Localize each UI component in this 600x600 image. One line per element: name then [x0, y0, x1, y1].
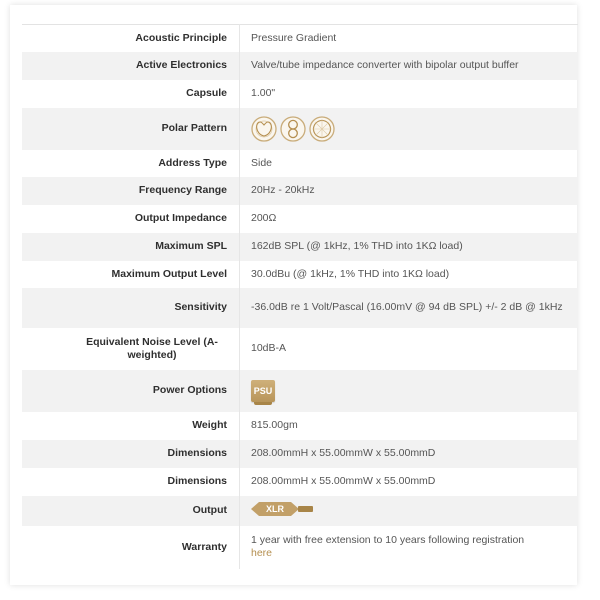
spec-label: Capsule	[22, 80, 240, 108]
spec-value: Pressure Gradient	[251, 31, 337, 44]
spec-row-weight	[22, 412, 578, 440]
spec-panel	[10, 5, 577, 585]
spec-label: Output	[22, 496, 240, 526]
spec-value	[240, 526, 579, 569]
spec-label: Output Impedance	[22, 205, 240, 233]
spec-row-warranty	[22, 526, 578, 569]
spec-value	[240, 370, 579, 412]
spec-label: Weight	[22, 412, 240, 440]
spec-label: Warranty	[22, 526, 240, 569]
spec-row-sensitivity	[22, 288, 578, 328]
spec-row-equivalent-noise-level	[22, 328, 578, 370]
spec-label: Acoustic Principle	[22, 25, 240, 52]
spec-row-frequency-range	[22, 177, 578, 205]
spec-label: Active Electronics	[22, 52, 240, 80]
spec-value	[240, 496, 579, 526]
spec-value: Side	[251, 156, 273, 169]
spec-label: Maximum SPL	[22, 233, 240, 261]
spec-value	[240, 108, 579, 150]
spec-value: 208.00mmH x 55.00mmW x 55.00mmD	[251, 475, 436, 487]
spec-label-text: Equivalent Noise Level (A-weighted)	[86, 335, 218, 361]
spec-value: 208.00mmH x 55.00mmW x 55.00mmD	[240, 440, 579, 468]
spec-label	[22, 328, 240, 370]
cardioid-pattern-icon	[251, 116, 277, 142]
spec-row-capsule	[22, 80, 578, 108]
spec-label: Maximum Output Level	[22, 261, 240, 288]
spec-label: Address Type	[22, 150, 240, 177]
spec-row-acoustic-principle	[22, 25, 578, 52]
spec-value: 162dB SPL (@ 1kHz, 1% THD into 1KΩ load)	[240, 233, 579, 261]
figure-eight-pattern-icon	[280, 116, 306, 142]
spec-value: Valve/tube impedance converter with bipolar output buffer	[240, 52, 579, 80]
spec-value: 30.0dBu (@ 1kHz, 1% THD into 1KΩ load)	[251, 267, 450, 280]
omni-pattern-icon	[309, 116, 335, 142]
spec-label: Power Options	[22, 370, 240, 412]
spec-value: 815.00gm	[251, 419, 298, 431]
spec-row-active-electronics	[22, 52, 578, 80]
spec-row-polar-pattern	[22, 108, 578, 150]
spec-value: -36.0dB re 1 Volt/Pascal (16.00mV @ 94 dB SPL) +/- 2 dB @ 1kHz	[240, 288, 579, 328]
spec-table	[22, 24, 578, 569]
spec-label: Polar Pattern	[22, 108, 240, 150]
xlr-connector-icon	[251, 501, 313, 517]
spec-label: Sensitivity	[22, 288, 240, 328]
spec-value: 1.00"	[251, 87, 276, 99]
spec-row-maximum-spl	[22, 233, 578, 261]
spec-label: Frequency Range	[22, 177, 240, 205]
spec-row-output	[22, 496, 578, 526]
psu-icon: PSU	[251, 380, 275, 402]
spec-row-dimensions	[22, 468, 578, 496]
spec-value: 10dB-A	[251, 342, 287, 354]
spec-row-output-impedance	[22, 205, 578, 233]
spec-label: Dimensions	[22, 468, 240, 496]
spec-label: Dimensions	[22, 440, 240, 468]
spec-row-power-options	[22, 370, 578, 412]
warranty-text: 1 year with free extension to 10 years following registration	[251, 534, 525, 546]
spec-row-dimensions	[22, 440, 578, 468]
spec-value: 200Ω	[251, 212, 277, 224]
spec-value: 20Hz - 20kHz	[240, 177, 579, 205]
warranty-registration-link[interactable]: here	[251, 547, 273, 559]
spec-row-address-type	[22, 150, 578, 177]
xlr-label: XLR	[266, 503, 284, 514]
spec-row-maximum-output-level	[22, 261, 578, 288]
